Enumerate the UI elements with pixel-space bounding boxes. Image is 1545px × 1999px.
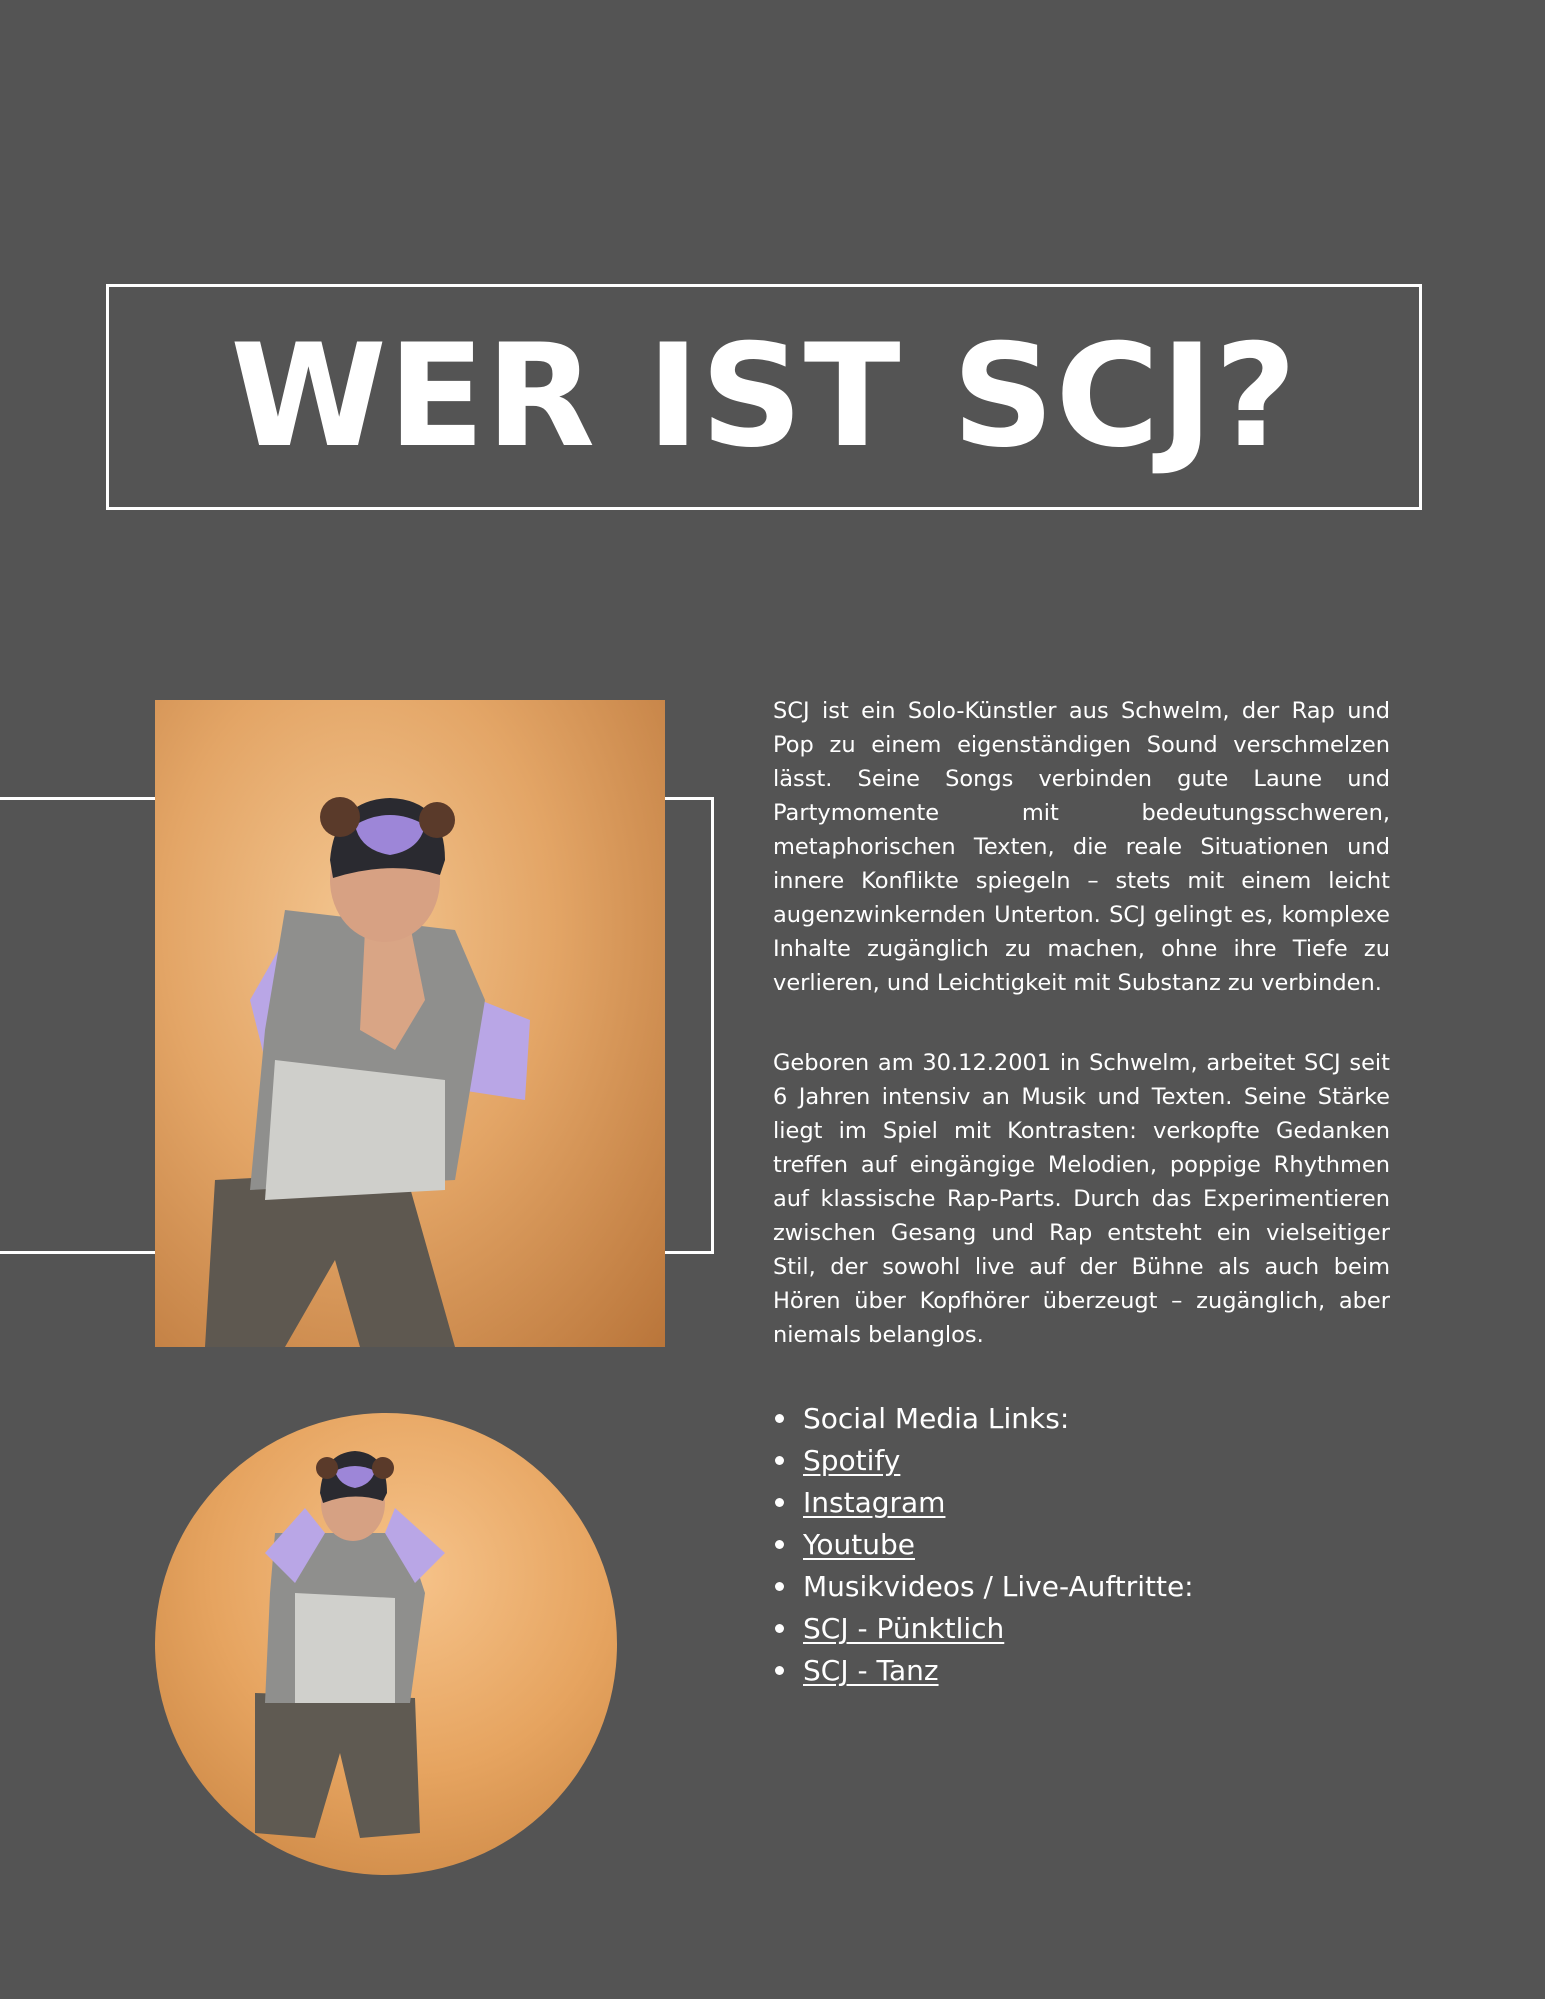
bullet-icon	[775, 1414, 784, 1423]
artist-photo-portrait	[155, 700, 665, 1347]
social-heading: Social Media Links:	[803, 1402, 1070, 1435]
video-link-puenktlich[interactable]: SCJ - Pünktlich	[803, 1612, 1005, 1645]
youtube-link[interactable]: Youtube	[803, 1528, 915, 1561]
bullet-icon	[775, 1540, 784, 1549]
list-item	[773, 1440, 1390, 1482]
bio-column	[773, 694, 1390, 1692]
list-item	[773, 1524, 1390, 1566]
list-item	[773, 1650, 1390, 1692]
bio-paragraph-1: SCJ ist ein Solo-Künstler aus Schwelm, der Rap und Pop zu einem eigenständigen Sound verschmelzen lässt. Seine Songs verbinden gute Laune und Partymomente mit bedeutungsschweren, metaphorischen Texten, die reale Situationen und innere Konflikte spiegeln – stets mit einem leicht augenzwinkernden Unterton. SCJ gelingt es, komplexe Inhalte zugänglich zu machen, ohne ihre Tiefe zu verlieren, und Leichtigkeit mit Substanz zu verbinden.	[773, 698, 1390, 996]
artist-figure-illustration-round	[155, 1413, 617, 1875]
videos-heading: Musikvideos / Live-Auftritte:	[803, 1570, 1194, 1603]
list-item	[773, 1608, 1390, 1650]
page-title: WER IST SCJ?	[230, 314, 1298, 479]
spotify-link[interactable]: Spotify	[803, 1444, 901, 1477]
artist-photo-round	[155, 1413, 617, 1875]
title-frame	[106, 284, 1422, 510]
bullet-icon	[775, 1624, 784, 1633]
video-link-tanz[interactable]: SCJ - Tanz	[803, 1654, 939, 1687]
bullet-icon	[775, 1456, 784, 1465]
bio-paragraph-2: Geboren am 30.12.2001 in Schwelm, arbeitet SCJ seit 6 Jahren intensiv an Musik und Texten. Seine Stärke liegt im Spiel mit Kontrasten: verkopfte Gedanken treffen auf eingängige Melodien, poppige Rhythmen auf klassische Rap-Parts. Durch das Experimentieren zwischen Gesang und Rap entsteht ein vielseitiger Stil, der sowohl live auf der Bühne als auch beim Hören über Kopfhörer überzeugt – zugänglich, aber niemals belanglos.	[773, 1050, 1390, 1348]
artist-figure-illustration	[155, 700, 665, 1347]
list-item	[773, 1566, 1390, 1608]
bullet-icon	[775, 1498, 784, 1507]
links-list	[773, 1398, 1390, 1692]
instagram-link[interactable]: Instagram	[803, 1486, 946, 1519]
bullet-icon	[775, 1666, 784, 1675]
list-item	[773, 1482, 1390, 1524]
bullet-icon	[775, 1582, 784, 1591]
list-item	[773, 1398, 1390, 1440]
